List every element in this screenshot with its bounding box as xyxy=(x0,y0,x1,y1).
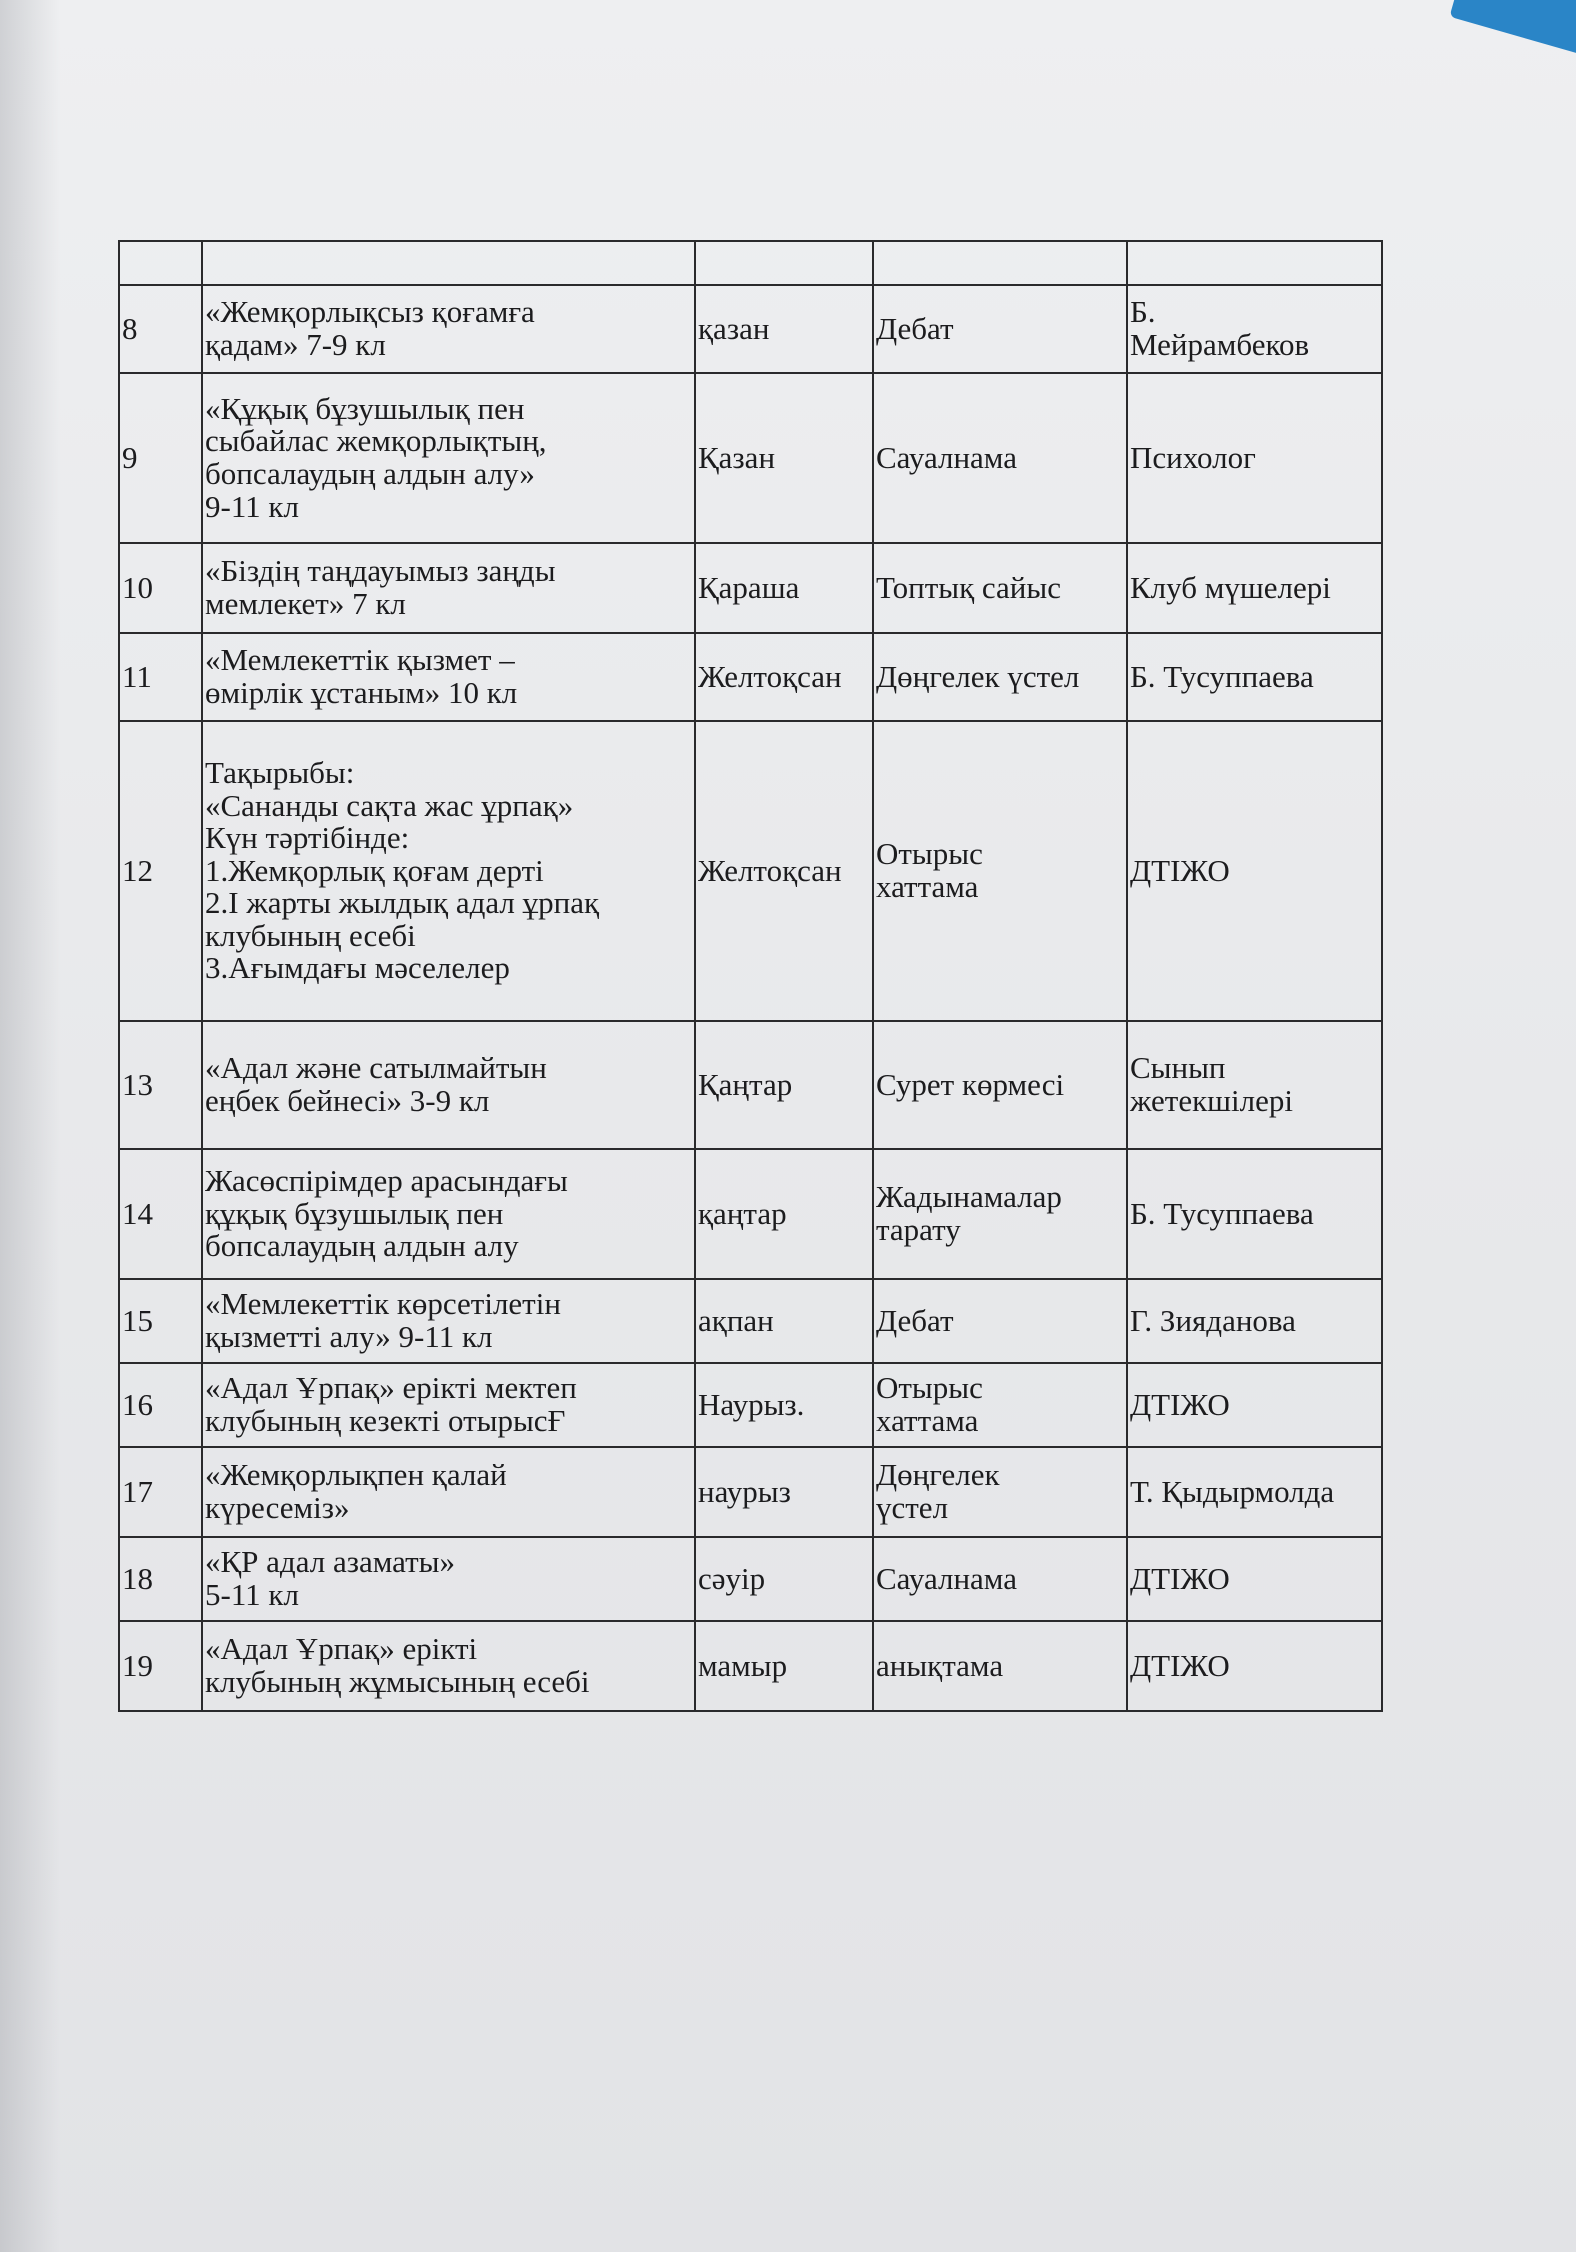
topic-line: «Адал және сатылмайтын xyxy=(205,1050,547,1086)
form-cell xyxy=(873,1279,1127,1363)
header-cell xyxy=(695,241,873,285)
header-cell xyxy=(1127,241,1382,285)
date-cell: қазан xyxy=(695,285,873,373)
topic-line: еңбек бейнесі» 3-9 кл xyxy=(205,1083,490,1118)
responsible-cell xyxy=(1127,1149,1382,1279)
topic-cell xyxy=(202,1363,695,1447)
topic-cell xyxy=(202,633,695,721)
row-number-cell: 10 xyxy=(119,543,202,633)
table-body xyxy=(119,241,1382,1711)
topic-line: қадам» 7-9 кл xyxy=(205,327,386,362)
table-row xyxy=(119,1363,1382,1447)
topic-line: құқық бұзушылық пен xyxy=(205,1195,504,1231)
form-line: Сауалнама xyxy=(876,1560,1017,1596)
table-row xyxy=(119,285,1382,373)
topic-line: «Жемқорлықпен қалай xyxy=(205,1457,507,1493)
date-cell: Наурыз. xyxy=(695,1363,873,1447)
header-cell xyxy=(873,241,1127,285)
date-cell: Қаңтар xyxy=(695,1021,873,1149)
date-cell: ақпан xyxy=(695,1279,873,1363)
table-row xyxy=(119,373,1382,543)
form-cell xyxy=(873,1021,1127,1149)
responsible-line: Г. Зияданова xyxy=(1130,1302,1296,1338)
form-cell xyxy=(873,1447,1127,1537)
topic-line: «Мемлекеттік қызмет – xyxy=(205,642,515,678)
form-line: хаттама xyxy=(876,1403,979,1438)
row-number-cell: 16 xyxy=(119,1363,202,1447)
row-number-cell: 14 xyxy=(119,1149,202,1279)
form-line: Дөңгелек үстел xyxy=(876,658,1080,694)
date-cell: Қараша xyxy=(695,543,873,633)
table-row xyxy=(119,1621,1382,1711)
responsible-cell xyxy=(1127,721,1382,1021)
date-cell: Желтоқсан xyxy=(695,721,873,1021)
responsible-line: жетекшілері xyxy=(1130,1083,1293,1118)
responsible-cell xyxy=(1127,1363,1382,1447)
topic-line: «Құқық бұзушылық пен xyxy=(205,390,525,426)
form-line: Дөңгелек xyxy=(876,1457,1000,1493)
table-row xyxy=(119,1279,1382,1363)
responsible-cell xyxy=(1127,1621,1382,1711)
topic-line: «Жемқорлықсыз қоғамға xyxy=(205,294,535,330)
topic-cell xyxy=(202,1021,695,1149)
table-row xyxy=(119,1149,1382,1279)
topic-cell xyxy=(202,1447,695,1537)
topic-line: мемлекет» 7 кл xyxy=(205,586,406,621)
responsible-cell xyxy=(1127,285,1382,373)
form-line: үстел xyxy=(876,1490,949,1525)
topic-line: Жасөспірімдер арасындағы xyxy=(205,1163,568,1199)
form-cell xyxy=(873,1537,1127,1621)
topic-line: «ҚР адал азаматы» xyxy=(205,1544,455,1580)
topic-line: 1.Жемқорлық қоғам дерті xyxy=(205,852,544,888)
form-line: Жадынамалар xyxy=(876,1179,1062,1215)
date-cell: Желтоқсан xyxy=(695,633,873,721)
form-line: Отырыс xyxy=(876,836,983,872)
header-cell xyxy=(202,241,695,285)
date-cell: мамыр xyxy=(695,1621,873,1711)
responsible-cell xyxy=(1127,1537,1382,1621)
row-number-cell: 13 xyxy=(119,1021,202,1149)
topic-line: сыбайлас жемқорлықтың, xyxy=(205,423,547,459)
topic-line: қызметті алу» 9-11 кл xyxy=(205,1319,493,1354)
form-cell xyxy=(873,1621,1127,1711)
topic-line: Тақырыбы: xyxy=(205,755,355,791)
responsible-line: ДТІЖО xyxy=(1130,852,1230,888)
topic-line: өмірлік ұстаным» 10 кл xyxy=(205,675,518,710)
topic-line: клубының есебі xyxy=(205,917,416,953)
topic-cell xyxy=(202,543,695,633)
topic-cell xyxy=(202,373,695,543)
row-number-cell: 18 xyxy=(119,1537,202,1621)
row-number-cell: 17 xyxy=(119,1447,202,1537)
date-cell: наурыз xyxy=(695,1447,873,1537)
responsible-cell xyxy=(1127,543,1382,633)
header-cell xyxy=(119,241,202,285)
row-number-cell: 15 xyxy=(119,1279,202,1363)
responsible-line: ДТІЖО xyxy=(1130,1647,1230,1683)
topic-line: «Мемлекеттік көрсетілетін xyxy=(205,1286,561,1322)
form-cell xyxy=(873,543,1127,633)
topic-line: клубының кезекті отырысҒ xyxy=(205,1403,566,1438)
topic-cell xyxy=(202,1621,695,1711)
form-line: хаттама xyxy=(876,869,979,904)
blue-folder-corner xyxy=(1449,0,1576,61)
form-line: Отырыс xyxy=(876,1370,983,1406)
topic-line: «Адал Ұрпақ» ерікті xyxy=(205,1631,478,1667)
topic-cell xyxy=(202,1149,695,1279)
topic-line: күресеміз» xyxy=(205,1490,350,1525)
form-line: Дебат xyxy=(876,1302,954,1338)
form-line: анықтама xyxy=(876,1647,1004,1683)
form-cell xyxy=(873,373,1127,543)
form-line: Топтық сайыс xyxy=(876,569,1061,605)
topic-line: «Біздің таңдауымыз заңды xyxy=(205,553,556,589)
responsible-line: Клуб мүшелері xyxy=(1130,569,1331,605)
table-row xyxy=(119,1447,1382,1537)
topic-line: 2.І жарты жылдық адал ұрпақ xyxy=(205,885,600,921)
date-cell: Қазан xyxy=(695,373,873,543)
topic-line: клубының жұмысының есебі xyxy=(205,1664,590,1699)
table-row xyxy=(119,721,1382,1021)
row-number-cell: 9 xyxy=(119,373,202,543)
topic-line: 5-11 кл xyxy=(205,1577,299,1612)
row-number-cell: 19 xyxy=(119,1621,202,1711)
form-cell xyxy=(873,721,1127,1021)
table-row xyxy=(119,543,1382,633)
responsible-cell xyxy=(1127,633,1382,721)
topic-cell xyxy=(202,1537,695,1621)
form-line: Дебат xyxy=(876,310,954,346)
responsible-line: Б. xyxy=(1130,294,1156,330)
responsible-cell xyxy=(1127,373,1382,543)
row-number-cell: 8 xyxy=(119,285,202,373)
page-shadow xyxy=(0,0,60,2252)
responsible-cell xyxy=(1127,1021,1382,1149)
topic-line: бопсалаудың алдын алу» xyxy=(205,456,535,491)
form-line: Сауалнама xyxy=(876,439,1017,475)
date-cell: қаңтар xyxy=(695,1149,873,1279)
responsible-cell xyxy=(1127,1279,1382,1363)
topic-line: Күн тәртібінде: xyxy=(205,820,410,856)
responsible-line: Психолог xyxy=(1130,439,1256,475)
responsible-line: Б. Тусуппаева xyxy=(1130,658,1314,694)
row-number-cell: 12 xyxy=(119,721,202,1021)
topic-line: 9-11 кл xyxy=(205,488,299,524)
date-cell: сәуір xyxy=(695,1537,873,1621)
responsible-cell xyxy=(1127,1447,1382,1537)
row-number-cell: 11 xyxy=(119,633,202,721)
responsible-line: ДТІЖО xyxy=(1130,1560,1230,1596)
topic-line: «Адал Ұрпақ» ерікті мектеп xyxy=(205,1370,577,1406)
form-cell xyxy=(873,633,1127,721)
topic-cell xyxy=(202,285,695,373)
responsible-line: Сынып xyxy=(1130,1050,1226,1086)
form-cell xyxy=(873,1363,1127,1447)
form-cell xyxy=(873,285,1127,373)
responsible-line: ДТІЖО xyxy=(1130,1386,1230,1422)
table-row xyxy=(119,1537,1382,1621)
form-cell xyxy=(873,1149,1127,1279)
responsible-line: Б. Тусуппаева xyxy=(1130,1195,1314,1231)
topic-line: бопсалаудың алдын алу xyxy=(205,1228,519,1264)
form-line: тарату xyxy=(876,1212,961,1247)
table-header-row xyxy=(119,241,1382,285)
responsible-line: Мейрамбеков xyxy=(1130,327,1310,362)
topic-cell xyxy=(202,721,695,1021)
topic-cell xyxy=(202,1279,695,1363)
table-row xyxy=(119,1021,1382,1149)
topic-line: «Сананды сақта жас ұрпақ» xyxy=(205,787,574,823)
responsible-line: Т. Қыдырмолда xyxy=(1130,1473,1335,1509)
event-plan-table xyxy=(118,240,1383,1712)
form-line: Сурет көрмесі xyxy=(876,1066,1065,1102)
table-row xyxy=(119,633,1382,721)
topic-line: 3.Ағымдағы мәселелер xyxy=(205,950,510,986)
